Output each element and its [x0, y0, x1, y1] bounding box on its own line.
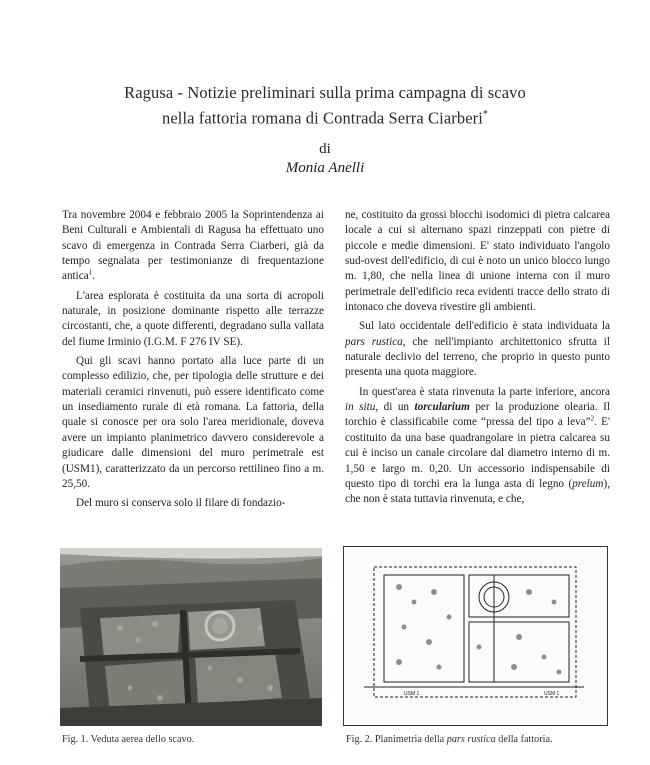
author-name: Monia Anelli [285, 159, 365, 176]
caption-text: della fattoria. [495, 734, 553, 745]
ground-plan-image [344, 547, 607, 725]
paragraph [62, 289, 324, 350]
paragraph-text: ), che non è stata tuttavia rinvenuta, e che, [345, 477, 610, 506]
italic-term: pars rustica [345, 335, 403, 348]
paragraph [345, 319, 610, 380]
paragraph-text: Qui gli scavi hanno portato alla luce parte di un complesso edilizio, che, per tipologia delle strutture e dei materiali ceramici rinvenuti, può essere identificato come un insediamento rurale di età romana. La fattoria, della quale si conosce per ora solo l'area meridionale, doveva avere un impianto planimetrico davvero considerevole a giudicare dalle dimensioni del muro perimetrale est (USM1), caratterizzato da un percorso rettilineo fino a m. 25,50. [62, 355, 324, 490]
paragraph-text: per la produzione olearia. Il torchio è classificabile come “pressa del tipo a leva” [345, 401, 611, 429]
footnote-ref: 1 [88, 268, 93, 277]
figure-1-caption: Fig. 1. Veduta aerea dello scavo. [62, 734, 195, 745]
paragraph-text: Sul lato occidentale dell'edificio è stata individuata la [359, 320, 610, 333]
paragraph [62, 208, 324, 285]
italic-term: prelum [572, 477, 604, 490]
bold-italic-term: torcularium [414, 401, 470, 414]
footnote-ref: 2 [590, 414, 595, 423]
article-header [0, 82, 650, 178]
italic-term: in situ [345, 401, 376, 414]
paragraph [62, 496, 324, 511]
paragraph-text: ne, costituito da grossi blocchi isodomici di pietra calcarea locale a cui si alternano spazi rinzeppati con pietre di piccole e medie dimensioni. E' stato individuato l'angolo sud-ovest dell'edificio, di cui è noto un unico blocco lungo m. 1,80, che nella linea di unione interna con il muro perimetrale dell'edificio reca evidenti tracce dello strato di intonaco che doveva rivestire gli ambienti. [345, 209, 610, 314]
paragraph-text: , di un [375, 401, 415, 414]
caption-text: Fig. 2. Planimetria della [346, 734, 447, 745]
figure-2-caption [346, 733, 553, 746]
paragraph-text: Del muro si conserva solo il filare di fondazio- [76, 497, 286, 510]
paragraph-text: Tra novembre 2004 e febbraio 2005 la Soprintendenza ai Beni Culturali e Ambientali di Ragusa ha effettuato uno scavo di emergenza in Contrada Serra Ciarberi, già da tempo segnalata per testimonianze di frequentazione antica [62, 209, 324, 283]
caption-italic: pars rustica [446, 734, 496, 745]
paragraph-text: L'area esplorata è costituita da una sorta di acropoli naturale, in posizione dominante rispetto alle terrazze circostanti, che, a quote differenti, degradano sulla vallata del fiume Irminio (I.G.M. F 276 IV SE). [62, 289, 324, 348]
byline-di: di [319, 140, 331, 157]
article-title-line-2-text: nella fattoria romana di Contrada Serra Ciarberi [161, 108, 483, 128]
title-footnote-mark: * [482, 109, 489, 120]
paragraph [345, 208, 610, 315]
plan-label-usm1-right: USM 1 [544, 691, 560, 697]
article-title-line-2 [0, 104, 650, 130]
paragraph [345, 385, 610, 508]
text-column-left [62, 208, 324, 516]
text-column-right [345, 208, 610, 512]
figure-ground-plan [343, 546, 608, 726]
article-title-line-1: Ragusa - Notizie preliminari sulla prima campagna di scavo [124, 83, 526, 102]
paragraph-text: , che nell'impianto architettonico sfrutta il naturale declivio del terreno, che proprio in questo punto presenta una quota maggiore. [345, 335, 610, 379]
figure-aerial-photo [60, 548, 322, 726]
paragraph [62, 354, 324, 492]
paragraph-text: . [92, 270, 96, 283]
paragraph-text: In quest'area è stata rinvenuta la parte inferiore, ancora [359, 385, 610, 398]
aerial-photo-image [60, 548, 322, 726]
paragraph-text: . E' costituito da una base quadrangolare in pietra calcarea su cui è inciso un canale circolare dal diametro interno di m. 1,50 e largo m. 0,20. Un accessorio indispensabile di questo tipo di torchi era la lunga asta di legno ( [345, 416, 610, 490]
plan-label-usm1: USM 1 [404, 691, 420, 697]
